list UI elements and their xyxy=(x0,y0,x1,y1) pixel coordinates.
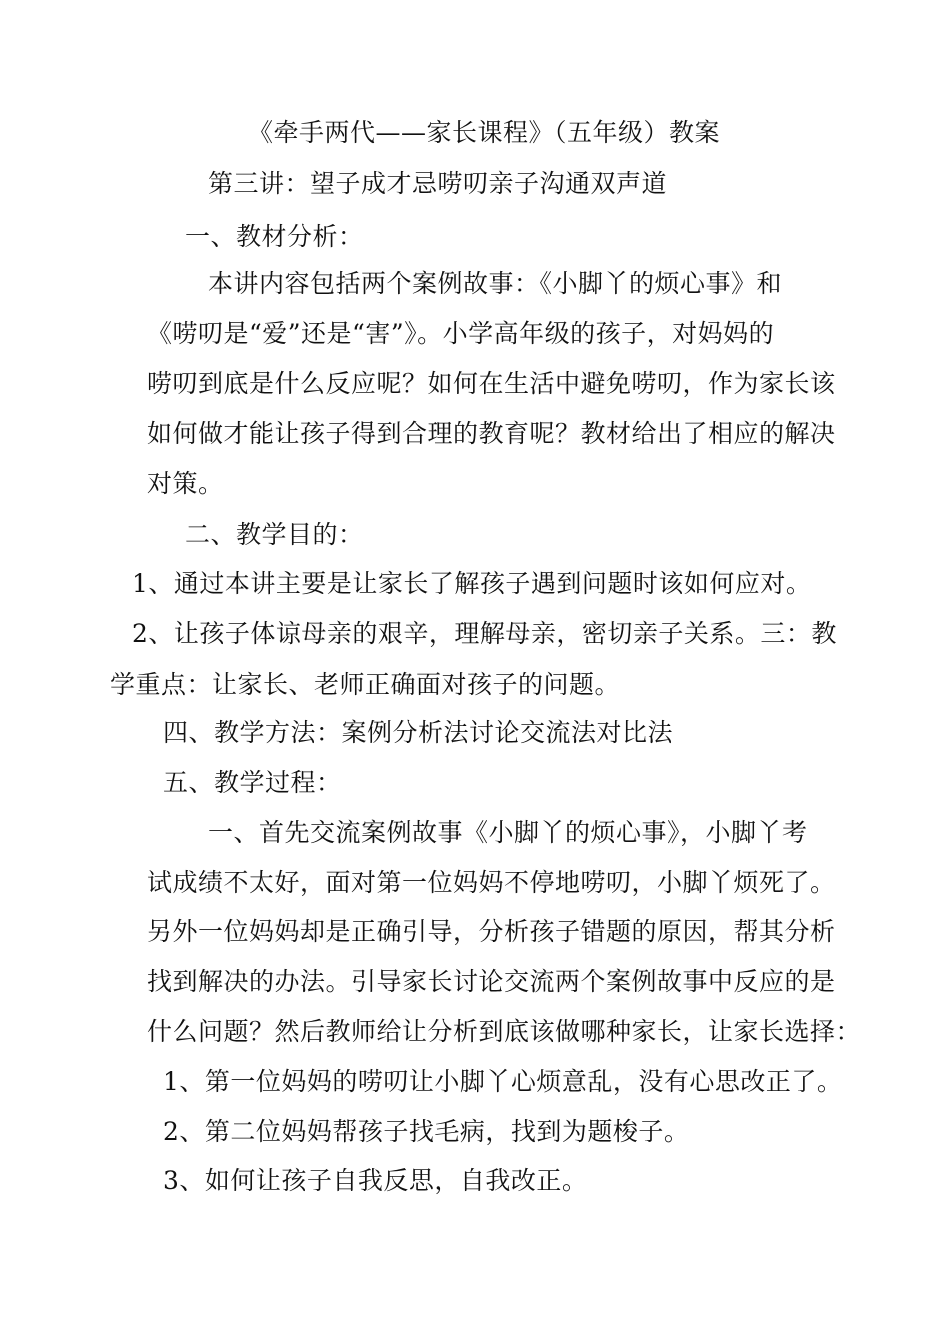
document-title: 《牵手两代——家长课程》（五年级）教案 xyxy=(248,118,721,147)
list-item: 3、如何让孩子自我反思，自我改正。 xyxy=(163,1166,588,1195)
section-heading-teaching-methods: 四、教学方法：案例分析法讨论交流法对比法 xyxy=(163,718,674,747)
paragraph-line: 《唠叨是“爱”还是“害”》。小学高年级的孩子，对妈妈的 xyxy=(147,319,775,348)
section-heading-teaching-process: 五、教学过程： xyxy=(163,768,342,797)
paragraph-line: 唠叨到底是什么反应呢？如何在生活中避免唠叨，作为家长该 xyxy=(147,369,836,398)
section-heading-material-analysis: 一、教材分析： xyxy=(185,222,364,251)
list-item-continuation: 学重点：让家长、老师正确面对孩子的问题。 xyxy=(110,670,621,699)
paragraph-line: 什么问题？然后教师给让分析到底该做哪种家长，让家长选择： xyxy=(147,1017,862,1046)
list-item: 1、第一位妈妈的唠叨让小脚丫心烦意乱，没有心思改正了。 xyxy=(163,1067,843,1096)
paragraph-line: 本讲内容包括两个案例故事：《小脚丫的烦心事》和 xyxy=(208,269,783,298)
list-item: 1、通过本讲主要是让家长了解孩子遇到问题时该如何应对。 xyxy=(132,569,812,598)
paragraph-line: 找到解决的办法。引导家长讨论交流两个案例故事中反应的是 xyxy=(147,967,836,996)
list-item: 2、第二位妈妈帮孩子找毛病，找到为题梭子。 xyxy=(163,1117,690,1146)
paragraph-line: 对策。 xyxy=(147,469,224,498)
paragraph-line: 另外一位妈妈却是正确引导，分析孩子错题的原因，帮其分析 xyxy=(147,917,836,946)
paragraph-line: 试成绩不太好，面对第一位妈妈不停地唠叨，小脚丫烦死了。 xyxy=(147,868,836,897)
paragraph-line: 一、首先交流案例故事《小脚丫的烦心事》，小脚丫考 xyxy=(208,818,808,847)
paragraph-line: 如何做才能让孩子得到合理的教育呢？教材给出了相应的解决 xyxy=(147,419,836,448)
list-item: 2、让孩子体谅母亲的艰辛，理解母亲，密切亲子关系。三：教 xyxy=(132,619,837,648)
lecture-title: 第三讲：望子成才忌唠叨亲子沟通双声道 xyxy=(208,169,668,198)
section-heading-teaching-goals: 二、教学目的： xyxy=(185,520,364,549)
